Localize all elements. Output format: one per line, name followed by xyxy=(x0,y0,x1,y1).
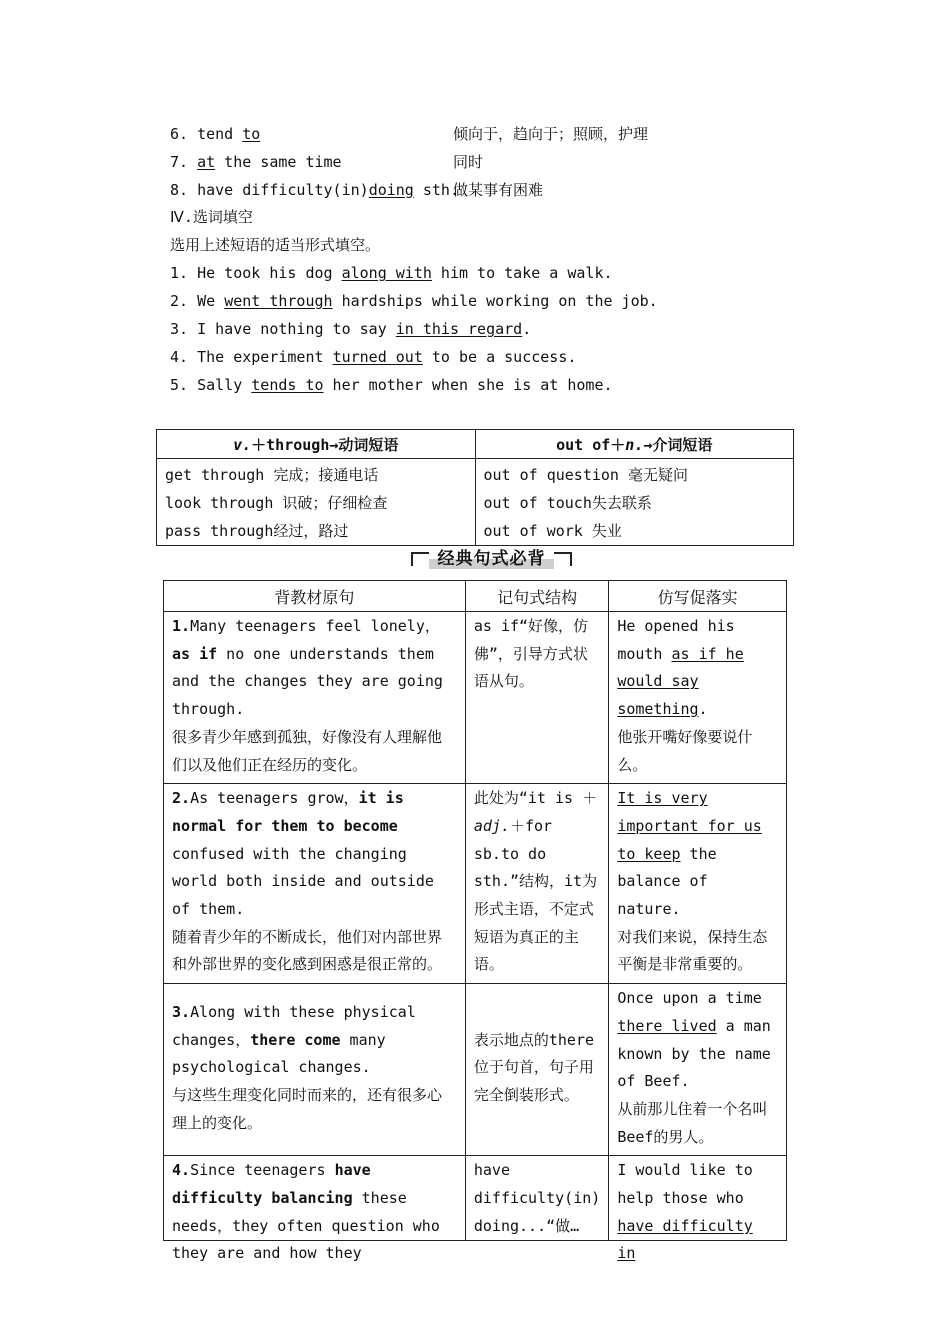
cell-text: as if xyxy=(172,644,218,663)
table-cell xyxy=(609,984,787,1156)
cell-text: 与这些生理变化同时而来的，还有很多心理上的变化。 xyxy=(172,1086,443,1132)
phrase-meaning: 同时 xyxy=(453,153,484,171)
table-cell xyxy=(164,984,466,1156)
exercise-item: 5. Sally tends to her mother when she is at home. xyxy=(170,376,613,394)
cell-text: 3. xyxy=(172,1002,191,1021)
table-cell xyxy=(164,1156,466,1263)
table-cell xyxy=(609,1156,787,1263)
exercise-item: 4. The experiment turned out to be a success. xyxy=(170,348,577,366)
table-cell xyxy=(465,612,608,784)
cell-text: there lived xyxy=(617,1016,717,1035)
cell-text: as if“好像，仿佛”，引导方式状语从句。 xyxy=(473,617,589,691)
table-row xyxy=(164,784,787,984)
cell-text: It is very important for us to keep xyxy=(617,789,762,863)
cell-text: have difficulty balancing xyxy=(172,1161,371,1208)
table-header-cell: 背教材原句 xyxy=(164,581,466,612)
cell-text: no one understands them and the changes they are going through. xyxy=(172,644,443,719)
section-title: Ⅳ.选词填空 xyxy=(170,208,253,226)
phrase-item: 8. have difficulty(in)doing sth. xyxy=(170,181,459,199)
table-header-row xyxy=(164,581,787,612)
phrase-item: 6. tend to xyxy=(170,125,261,143)
cell-text: these needs，they often question who they are and how they xyxy=(172,1189,440,1263)
banner-title: 经典句式必背 xyxy=(437,549,546,569)
table-header-cell: v.＋through→动词短语 xyxy=(157,430,476,459)
cell-text: adj. xyxy=(473,816,510,835)
table-row xyxy=(164,984,787,1156)
section-banner xyxy=(411,547,572,571)
table-row xyxy=(157,459,794,546)
table-cell xyxy=(609,784,787,984)
cell-text: a man known by the name of Beef. xyxy=(617,1016,771,1091)
table-cell xyxy=(164,612,466,784)
cell-text: many psychological changes. xyxy=(172,1030,386,1077)
table-header-cell: 仿写促落实 xyxy=(609,581,787,612)
table-row xyxy=(164,1156,787,1241)
cell-text: I would like to help those who xyxy=(617,1161,753,1208)
cell-text: there come xyxy=(250,1030,341,1049)
phrase-meaning: 做某事有困难 xyxy=(453,181,544,199)
phrase-meaning: 倾向于，趋向于；照顾，护理 xyxy=(453,125,649,143)
table-cell xyxy=(164,784,466,984)
table-header-cell: 记句式结构 xyxy=(465,581,608,612)
instruction: 选用上述短语的适当形式填空。 xyxy=(170,236,381,254)
sentence-pattern-table xyxy=(163,580,787,1263)
table-header-cell: out of＋n.→介词短语 xyxy=(475,430,794,459)
cell-text: have difficulty in xyxy=(617,1216,753,1263)
cell-text: ＋for sb.to do sth.”结构，it为形式主语，不定式短语为真正的主语。 xyxy=(473,816,598,974)
cell-text: 表示地点的there位于句首，句子用完全倒装形式。 xyxy=(473,1030,595,1105)
cell-text: have difficulty(in) doing...“做… xyxy=(473,1161,601,1235)
table-cell: get through 完成；接通电话 look through 识破；仔细检查 pass through经过，路过 xyxy=(157,459,476,546)
cell-text: . xyxy=(698,700,708,719)
cell-text: 从前那儿住着一个名叫Beef的男人。 xyxy=(617,1099,768,1146)
cell-text: 很多青少年感到孤独，好像没有人理解他们以及他们正在经历的变化。 xyxy=(172,727,443,774)
cell-text: As teenagers grow， xyxy=(190,789,359,808)
table-cell: out of question 毫无疑问 out of touch失去联系 out of work 失业 xyxy=(475,459,794,546)
exercise-item: 3. I have nothing to say in this regard. xyxy=(170,320,532,338)
table-row xyxy=(164,612,787,784)
cell-text: 随着青少年的不断成长，他们对内部世界和外部世界的变化感到困惑是很正常的。 xyxy=(172,927,443,974)
cell-text: 对我们来说，保持生态平衡是非常重要的。 xyxy=(617,927,768,974)
phrase-summary-table xyxy=(156,429,794,546)
phrase-item: 7. at the same time xyxy=(170,153,342,171)
cell-text: 此处为“it is ＋ xyxy=(473,789,598,808)
cell-text: it is normal for them to become xyxy=(172,789,404,835)
exercise-item: 2. We went through hardships while working on the job. xyxy=(170,292,658,310)
cell-text: Once upon a time xyxy=(617,989,762,1008)
table-cell xyxy=(465,784,608,984)
cell-text: Along with these physical changes， xyxy=(172,1002,416,1049)
exercise-item: 1. He took his dog along with him to take a walk. xyxy=(170,264,613,282)
cell-text: 4. xyxy=(172,1161,191,1180)
table-cell xyxy=(465,984,608,1156)
cell-text: He opened his mouth xyxy=(617,617,735,663)
cell-text: 1. xyxy=(172,617,191,635)
cell-text: 他张开嘴好像要说什么。 xyxy=(617,727,753,774)
cell-text: the balance of nature. xyxy=(617,844,717,919)
cell-text: confused with the changing world both inside and outside of them. xyxy=(172,844,434,919)
table-cell xyxy=(609,612,787,784)
cell-text: Since teenagers xyxy=(190,1161,335,1180)
cell-text: 2. xyxy=(172,789,191,808)
table-cell xyxy=(465,1156,608,1241)
cell-text: as if he would say something xyxy=(617,644,744,719)
cell-text: Many teenagers feel lonely， xyxy=(190,617,440,635)
